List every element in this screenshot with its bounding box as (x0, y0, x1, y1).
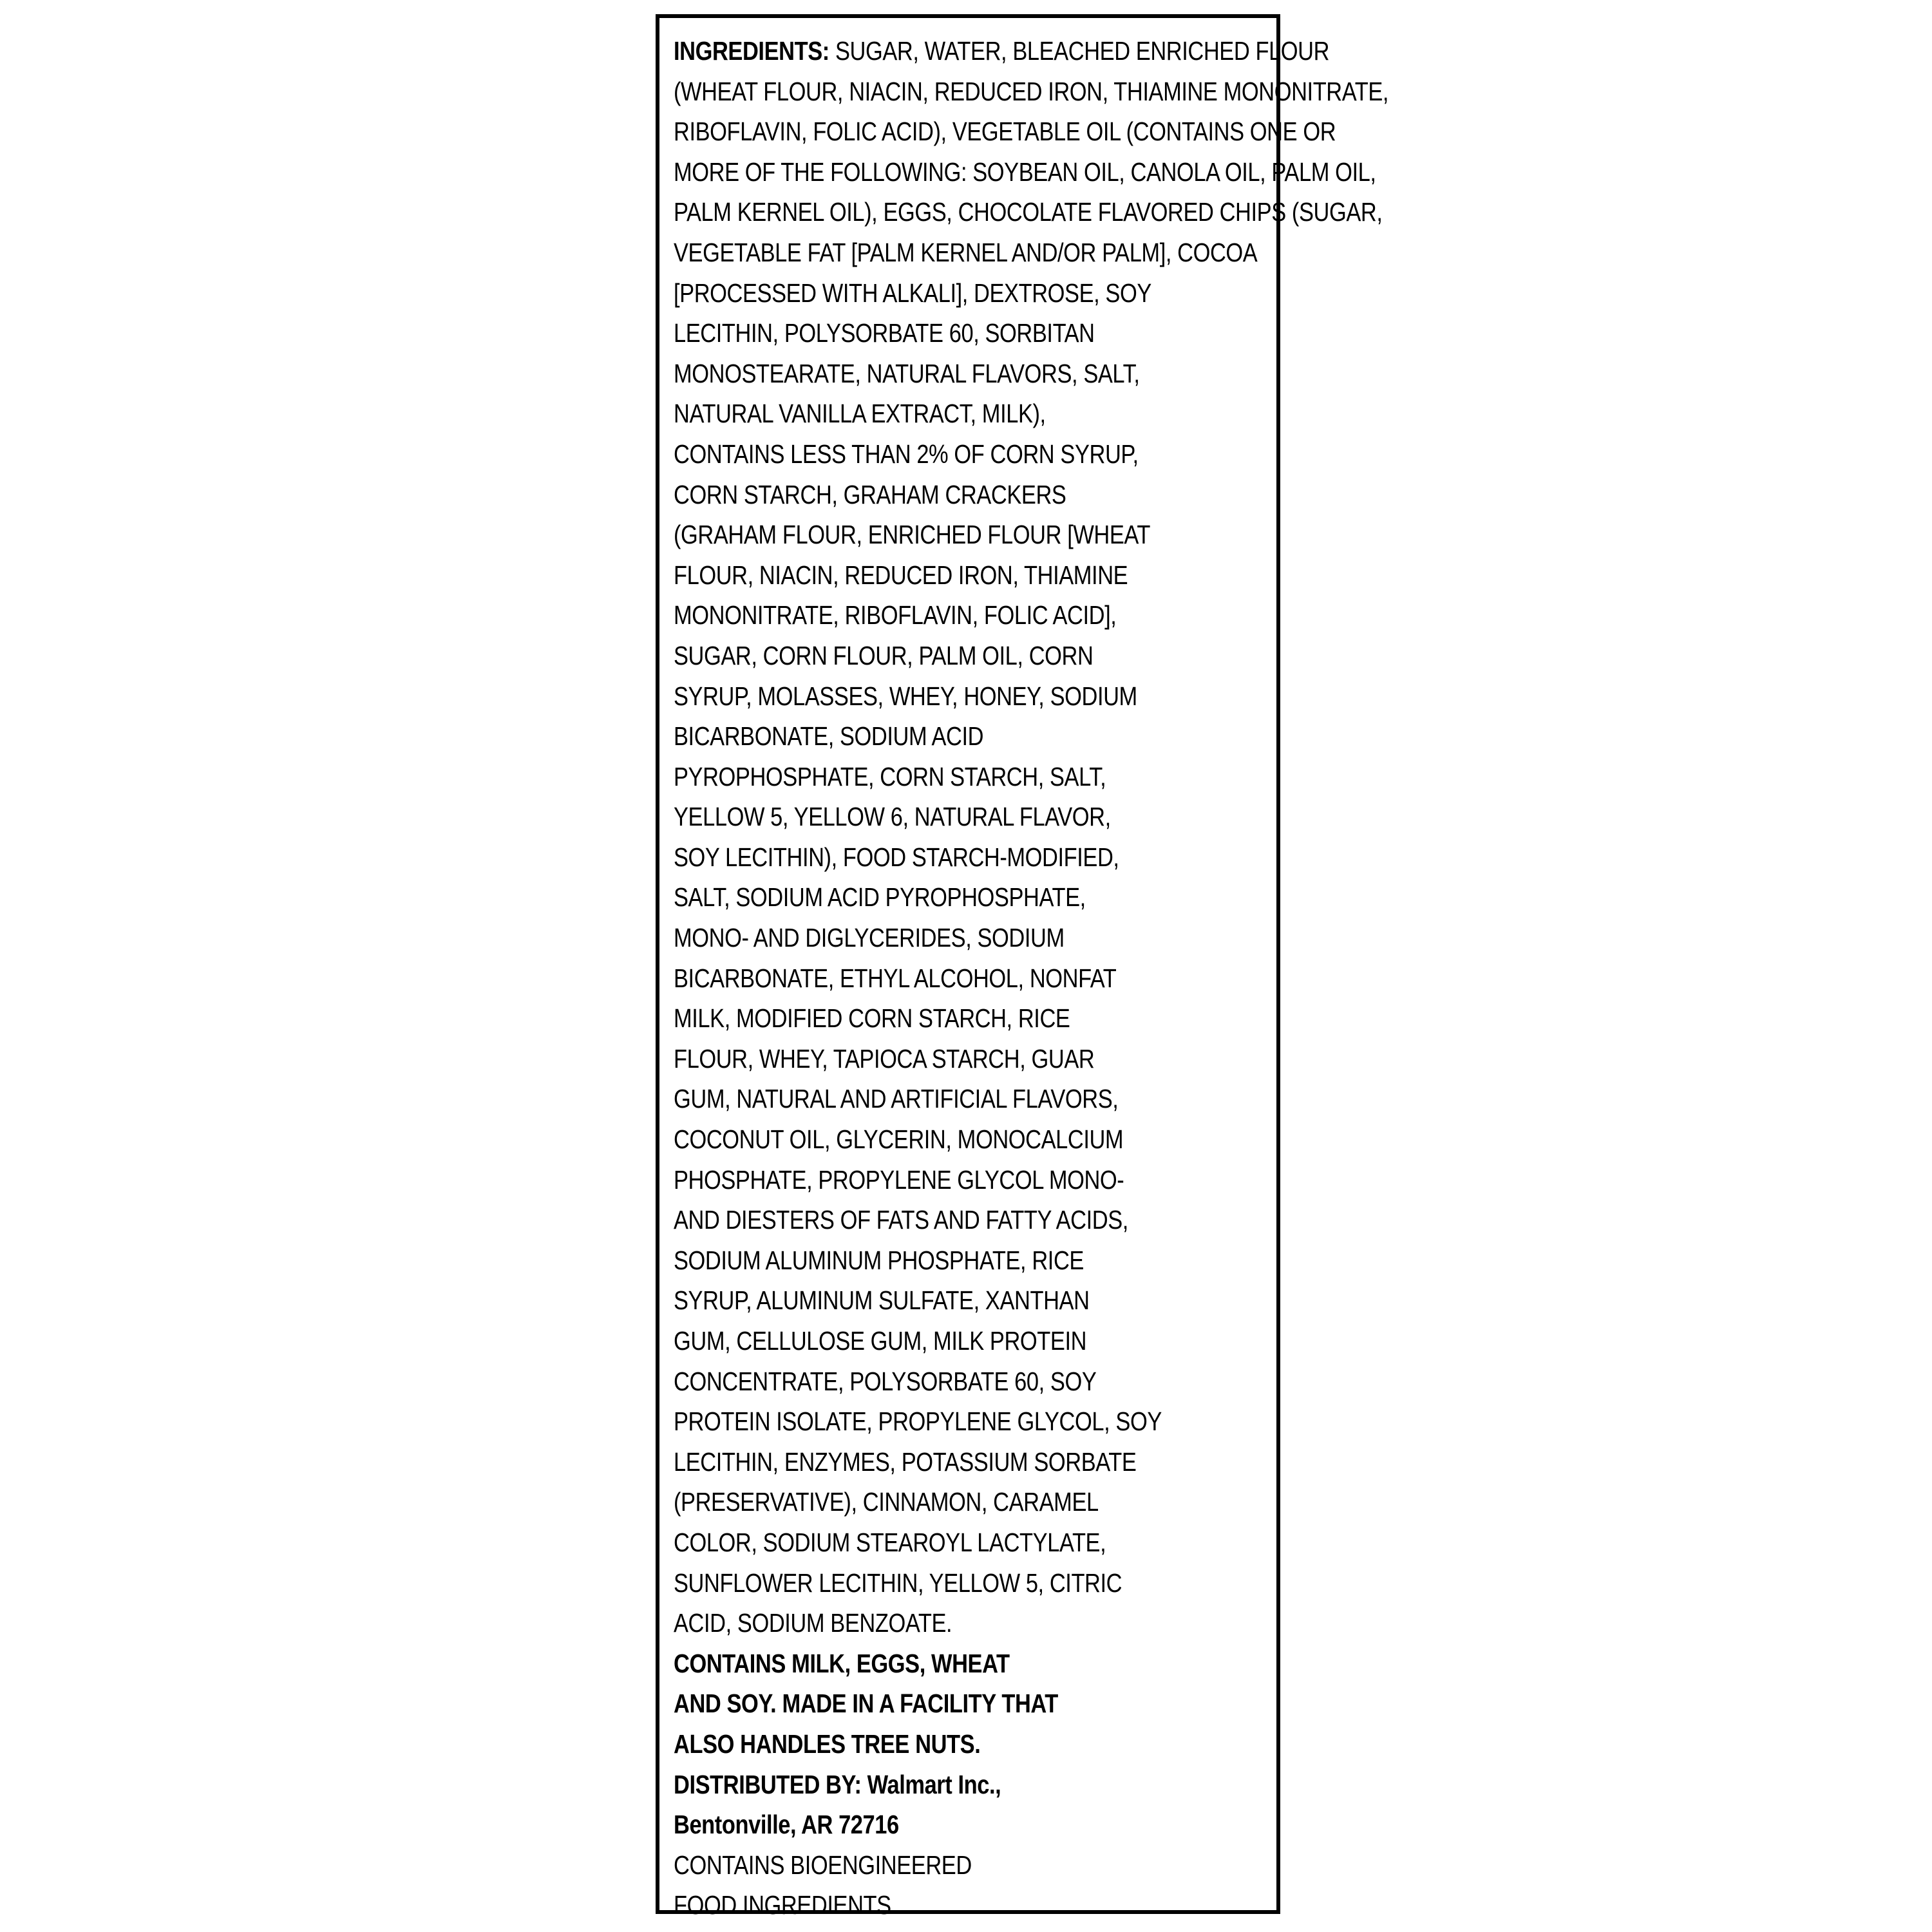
ingredients-line: YELLOW 5, YELLOW 6, NATURAL FLAVOR, (674, 802, 1111, 832)
ingredients-line: [PROCESSED WITH ALKALI], DEXTROSE, SOY (674, 278, 1151, 308)
ingredients-line: MONOSTEARATE, NATURAL FLAVORS, SALT, (674, 358, 1140, 388)
ingredients-line: COLOR, SODIUM STEAROYL LACTYLATE, (674, 1527, 1106, 1557)
ingredients-line: LECITHIN, ENZYMES, POTASSIUM SORBATE (674, 1446, 1137, 1477)
ingredients-line: SOY LECITHIN), FOOD STARCH-MODIFIED, (674, 842, 1119, 872)
ingredients-line: FLOUR, WHEY, TAPIOCA STARCH, GUAR (674, 1043, 1095, 1074)
ingredients-label-panel (656, 14, 1389, 1920)
ingredients-line: CONCENTRATE, POLYSORBATE 60, SOY (674, 1366, 1097, 1396)
ingredients-line: GUM, NATURAL AND ARTIFICIAL FLAVORS, (674, 1084, 1119, 1114)
ingredients-label-content (674, 31, 1389, 1926)
ingredients-line: COCONUT OIL, GLYCERIN, MONOCALCIUM (674, 1124, 1124, 1155)
ingredients-heading: INGREDIENTS: (674, 36, 829, 66)
distributor-line: Bentonville, AR 72716 (674, 1810, 899, 1840)
ingredients-line: SYRUP, ALUMINUM SULFATE, XANTHAN (674, 1285, 1090, 1316)
ingredients-line: RIBOFLAVIN, FOLIC ACID), VEGETABLE OIL (CONTAINS ONE OR (674, 117, 1336, 147)
ingredients-line: AND DIESTERS OF FATS AND FATTY ACIDS, (674, 1205, 1128, 1235)
ingredients-line: MORE OF THE FOLLOWING: SOYBEAN OIL, CANOLA OIL, PALM OIL, (674, 156, 1376, 187)
ingredients-line: NATURAL VANILLA EXTRACT, MILK), (674, 399, 1046, 429)
ingredients-line: BICARBONATE, SODIUM ACID (674, 721, 984, 752)
ingredients-line: (PRESERVATIVE), CINNAMON, CARAMEL (674, 1487, 1099, 1517)
ingredients-line: PYROPHOSPHATE, CORN STARCH, SALT, (674, 761, 1106, 791)
ingredients-line: MILK, MODIFIED CORN STARCH, RICE (674, 1003, 1070, 1034)
ingredients-line: (GRAHAM FLOUR, ENRICHED FLOUR [WHEAT (674, 520, 1151, 550)
ingredients-line: SODIUM ALUMINUM PHOSPHATE, RICE (674, 1245, 1084, 1275)
ingredients-line: GUM, CELLULOSE GUM, MILK PROTEIN (674, 1326, 1087, 1356)
ingredients-line: MONO- AND DIGLYCERIDES, SODIUM (674, 923, 1065, 953)
ingredients-line (674, 31, 1330, 71)
ingredients-line: MONONITRATE, RIBOFLAVIN, FOLIC ACID], (674, 600, 1117, 630)
ingredients-line: CORN STARCH, GRAHAM CRACKERS (674, 479, 1066, 509)
ingredients-line: ACID, SODIUM BENZOATE. (674, 1608, 952, 1638)
ingredients-line: SUNFLOWER LECITHIN, YELLOW 5, CITRIC (674, 1567, 1122, 1598)
distributor-line: DISTRIBUTED BY: Walmart Inc., (674, 1769, 1001, 1799)
ingredients-line: FLOUR, NIACIN, REDUCED IRON, THIAMINE (674, 560, 1128, 590)
allergen-statement-line: AND SOY. MADE IN A FACILITY THAT (674, 1689, 1058, 1719)
ingredients-line: PROTEIN ISOLATE, PROPYLENE GLYCOL, SOY (674, 1406, 1162, 1437)
ingredients-line: PHOSPHATE, PROPYLENE GLYCOL MONO- (674, 1164, 1124, 1195)
ingredients-line: BICARBONATE, ETHYL ALCOHOL, NONFAT (674, 963, 1117, 993)
ingredients-line: (WHEAT FLOUR, NIACIN, REDUCED IRON, THIAMINE MONONITRATE, (674, 76, 1389, 106)
allergen-statement-line: ALSO HANDLES TREE NUTS. (674, 1728, 981, 1759)
ingredients-line: SYRUP, MOLASSES, WHEY, HONEY, SODIUM (674, 681, 1137, 711)
allergen-statement-line: CONTAINS MILK, EGGS, WHEAT (674, 1648, 1010, 1678)
ingredients-line: LECITHIN, POLYSORBATE 60, SORBITAN (674, 318, 1095, 348)
ingredients-line: SUGAR, CORN FLOUR, PALM OIL, CORN (674, 640, 1094, 670)
ingredients-line: SALT, SODIUM ACID PYROPHOSPHATE, (674, 882, 1086, 913)
ingredients-text: SUGAR, WATER, BLEACHED ENRICHED FLOUR (835, 36, 1330, 66)
ingredients-line: VEGETABLE FAT [PALM KERNEL AND/OR PALM], COCOA (674, 237, 1258, 267)
bioengineered-disclosure-line: CONTAINS BIOENGINEERED (674, 1850, 972, 1880)
bioengineered-disclosure-line: FOOD INGREDIENTS. (674, 1890, 897, 1920)
ingredients-line: PALM KERNEL OIL), EGGS, CHOCOLATE FLAVORED CHIPS (SUGAR, (674, 197, 1383, 227)
ingredients-line: CONTAINS LESS THAN 2% OF CORN SYRUP, (674, 439, 1139, 469)
